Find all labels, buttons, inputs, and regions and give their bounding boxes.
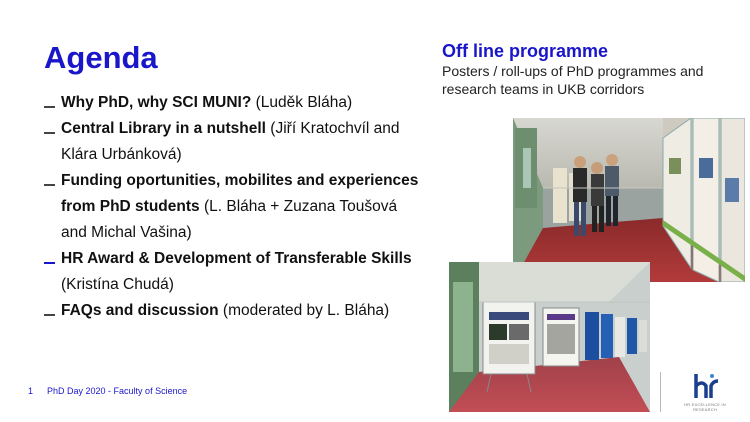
- agenda-item: [44, 90, 424, 116]
- bullet-dash-icon: [44, 262, 55, 264]
- agenda-item-title: Central Library in a nutshell: [61, 120, 266, 137]
- agenda-item-presenter: (Jiří Kratochvíl and Klára Urbánková): [61, 120, 400, 163]
- corridor-photo-people: [513, 118, 745, 282]
- bullet-dash-icon: [44, 184, 55, 186]
- agenda-item: [44, 116, 424, 168]
- agenda-item-title: FAQs and discussion: [61, 302, 219, 319]
- agenda-item-presenter: (Luděk Bláha): [251, 94, 353, 111]
- hr-excellence-logo: [672, 370, 738, 412]
- bullet-dash-icon: [44, 132, 55, 134]
- agenda-item-title: Why PhD, why SCI MUNI?: [61, 94, 252, 111]
- agenda-item-presenter: (L. Bláha + Zuzana Toušová and Michal Vašina): [61, 198, 398, 241]
- logo-caption: HR EXCELLENCE IN RESEARCH: [684, 402, 726, 412]
- page-number: 1: [28, 386, 34, 396]
- slide-title: Agenda: [44, 40, 158, 75]
- agenda-item-presenter: (moderated by L. Bláha): [218, 302, 390, 319]
- agenda-item-title: Funding oportunities, mobilites and experiences from PhD students: [61, 172, 419, 215]
- slide-footer: [28, 386, 187, 396]
- agenda-item: [44, 168, 424, 246]
- offline-text: Posters / roll-ups of PhD programmes and research teams in UKB corridors: [442, 63, 704, 97]
- agenda-item: [44, 298, 424, 324]
- logo-divider: [660, 372, 661, 412]
- agenda-list: [44, 90, 424, 324]
- bullet-dash-icon: [44, 106, 55, 108]
- footer-text: PhD Day 2020 - Faculty of Science: [47, 386, 188, 396]
- hr-logo-icon: [672, 370, 738, 402]
- corridor-photo-posters: [449, 262, 650, 412]
- agenda-item-title: HR Award & Development of Transferable Skills: [61, 250, 412, 267]
- agenda-item: [44, 246, 424, 298]
- agenda-item-presenter: (Kristína Chudá): [61, 276, 174, 293]
- offline-programme: [442, 40, 742, 98]
- bullet-dash-icon: [44, 314, 55, 316]
- offline-heading: Off line programme: [442, 41, 609, 61]
